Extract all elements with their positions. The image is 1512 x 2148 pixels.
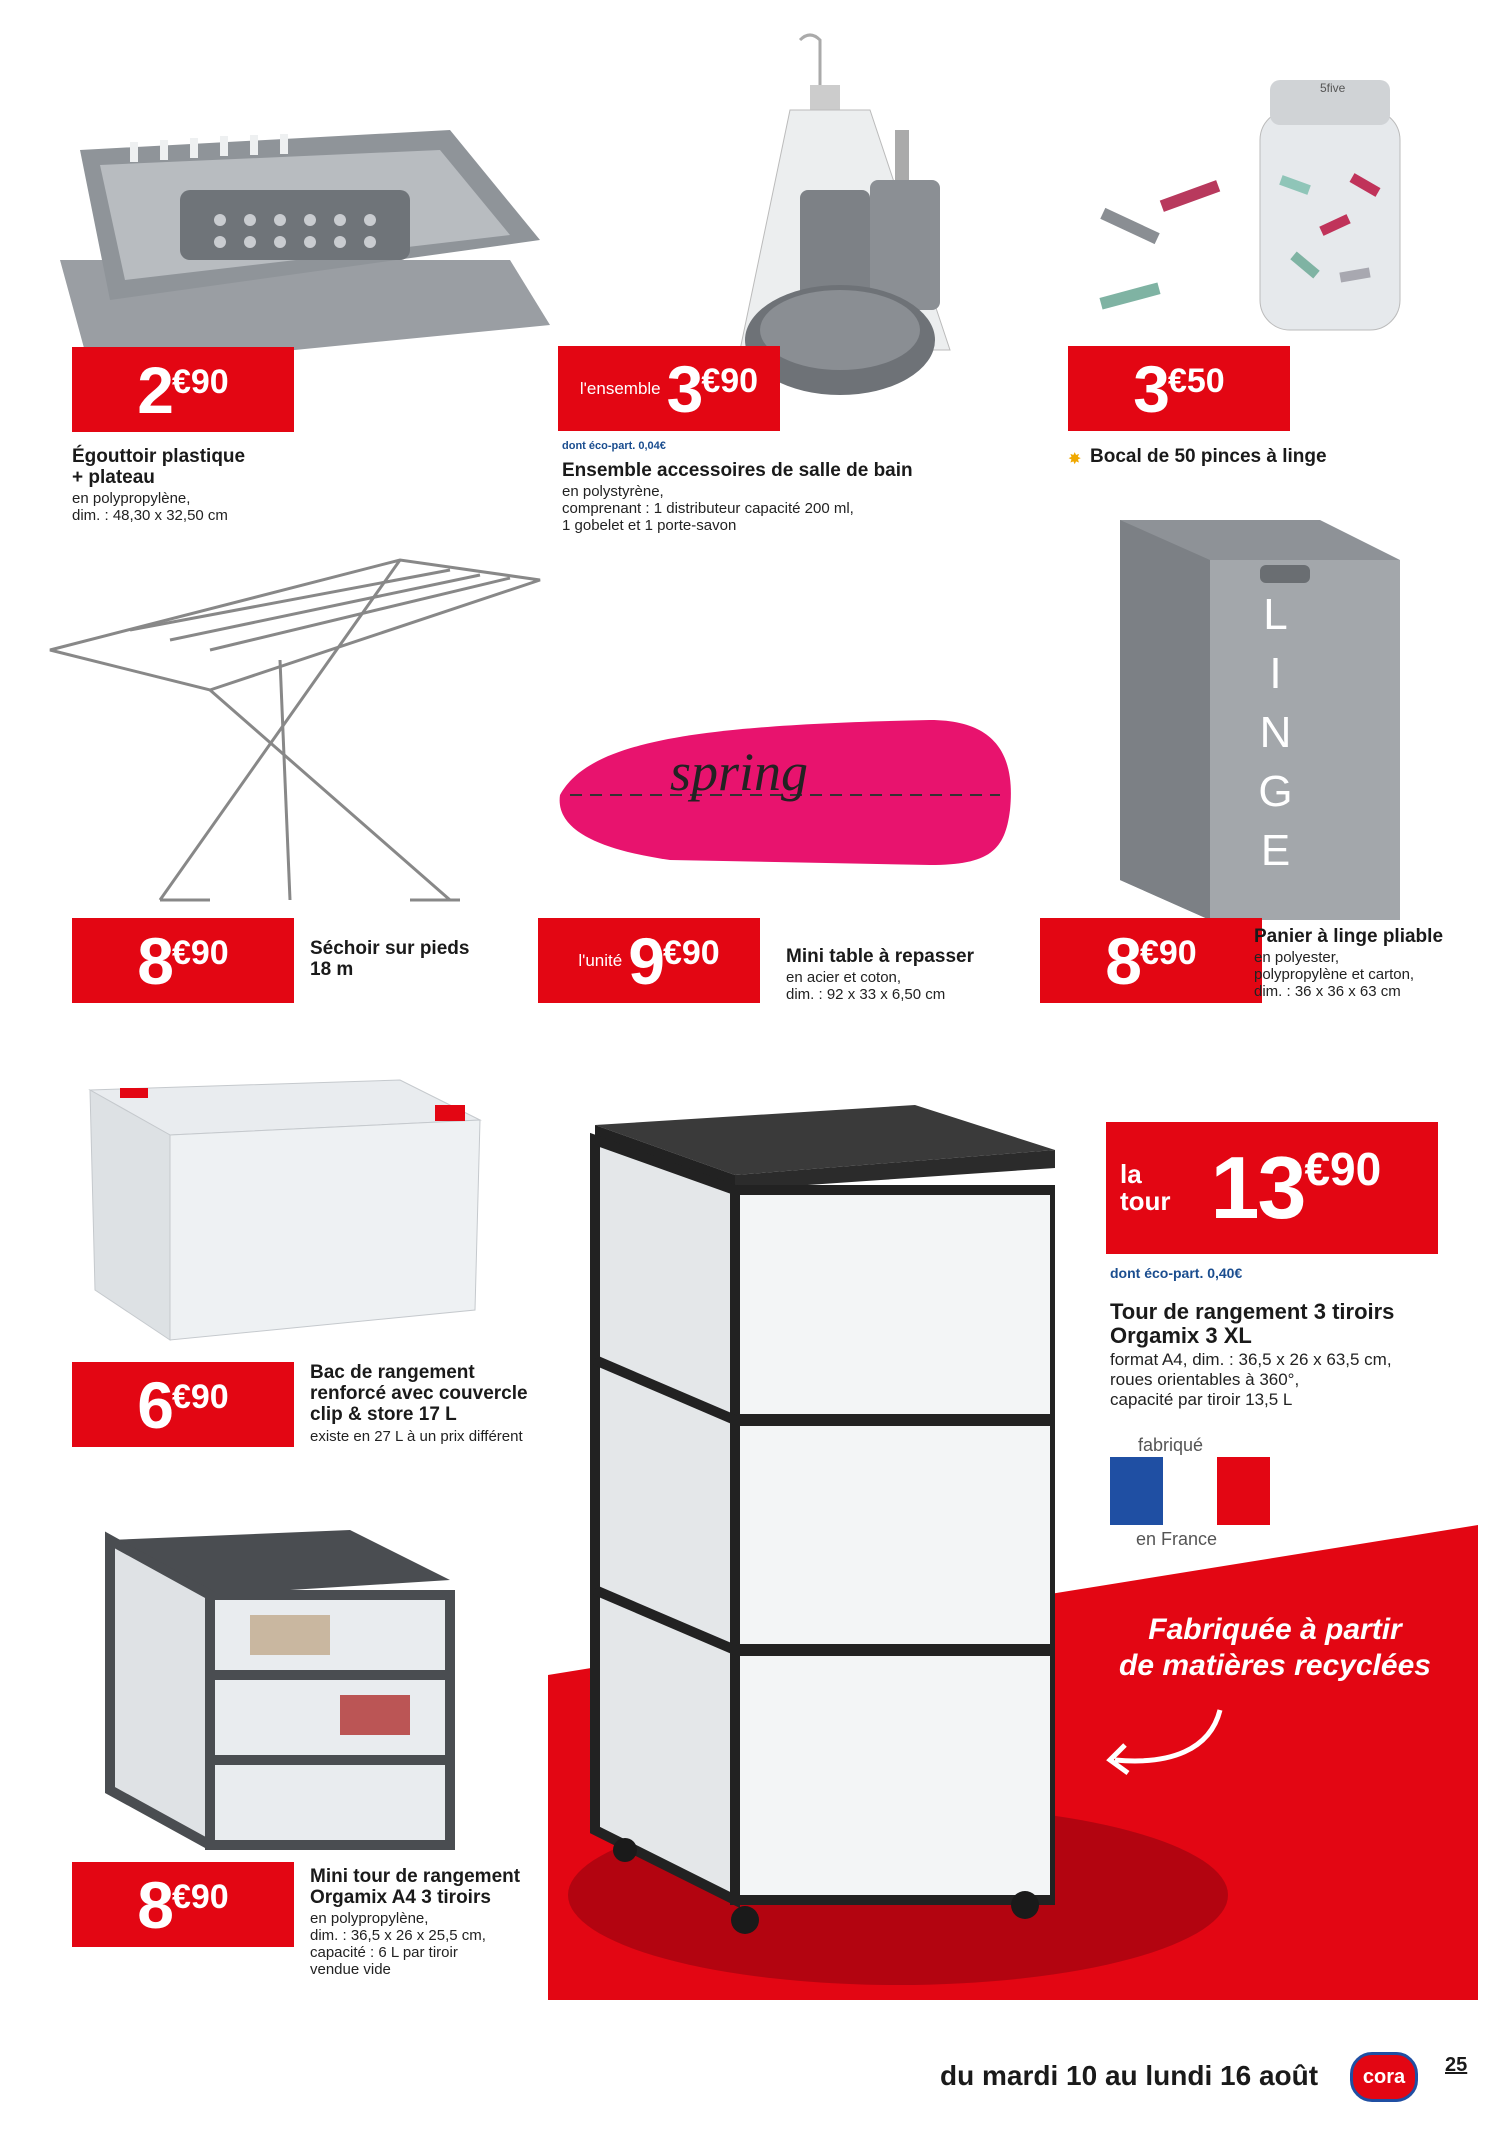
product-desc-storage-box: existe en 27 L à un prix différent [310, 1428, 523, 1445]
price-integer: 6 [137, 1367, 172, 1442]
fabrique-top-text: fabriqué [1138, 1435, 1204, 1455]
footer-dates: du mardi 10 au lundi 16 août [940, 2060, 1319, 2091]
price-tag-ironing-board [538, 918, 760, 1003]
price-tag-dish-rack [72, 347, 294, 432]
spring-logo-text: spring [670, 742, 809, 802]
made-in-france-badge [1110, 1435, 1280, 1565]
page-number: 25 [1445, 2054, 1468, 2076]
product-title-laundry-basket: Panier à linge pliable [1254, 926, 1444, 947]
france-flag [1110, 1457, 1270, 1525]
fabrique-bottom-text: en France [1136, 1529, 1218, 1549]
product-title-clothespins: Bocal de 50 pinces à linge [1090, 446, 1327, 467]
linge-label: LINGE [1251, 590, 1300, 885]
storage-box-photo [80, 1050, 500, 1350]
cora-logo [1350, 2052, 1418, 2102]
price-integer: 8 [1105, 923, 1140, 998]
product-desc-ironing-board: en acier et coton, dim. : 92 x 33 x 6,50 cm [786, 969, 946, 1003]
drying-rack-photo [30, 540, 550, 920]
ironing-board-photo [550, 700, 1020, 880]
price-decimal: €90 [662, 934, 720, 972]
product-desc-laundry-basket: en polyester, polypropylène et carton, dim. : 36 x 36 x 63 cm [1254, 949, 1415, 1000]
price-prefix: l'unité [578, 950, 623, 970]
product-desc-bathroom-set: en polystyrène, comprenant : 1 distributeur capacité 200 ml, 1 gobelet et 1 porte-savon [562, 483, 854, 534]
price-tag-bathroom-set [558, 346, 780, 431]
drawer-tower-photo [585, 1090, 1055, 1940]
price-prefix: l'ensemble [579, 378, 661, 398]
price-decimal: €90 [701, 362, 759, 400]
product-desc-drawer-tower: format A4, dim. : 36,5 x 26 x 63,5 cm, roues orientables à 360°, capacité par tiroir 13,5 L [1110, 1350, 1392, 1409]
price-decimal: €90 [171, 934, 229, 972]
eco-part-drawer-tower: dont éco-part. 0,40€ [1110, 1265, 1243, 1281]
price-integer: 9 [628, 923, 663, 998]
product-desc-mini-drawer-tower: en polypropylène, dim. : 36,5 x 26 x 25,5 cm, capacité : 6 L par tiroir vendue vide [310, 1910, 486, 1978]
price-integer: 3 [666, 351, 702, 426]
price-tag-laundry-basket [1040, 918, 1262, 1003]
price-tag-mini-drawer-tower [72, 1862, 294, 1947]
product-title-ironing-board: Mini table à repasser [786, 946, 974, 967]
price-integer: 13 [1210, 1138, 1305, 1237]
price-integer: 3 [1133, 351, 1168, 426]
price-prefix: la tour [1120, 1159, 1171, 1216]
price-integer: 2 [137, 352, 172, 427]
price-integer: 8 [137, 923, 172, 998]
price-tag-drying-rack [72, 918, 294, 1003]
arrow-icon [1100, 1705, 1240, 1785]
product-title-drawer-tower: Tour de rangement 3 tiroirs Orgamix 3 XL [1110, 1299, 1395, 1348]
price-decimal: €90 [171, 1878, 229, 1916]
product-title-drying-rack: Séchoir sur pieds 18 m [310, 938, 470, 980]
price-decimal: €50 [1167, 362, 1225, 400]
clothespins-jar-photo [1080, 70, 1410, 350]
cora-logo-text: cora [1362, 2065, 1406, 2088]
star-icon: ✸ [1068, 451, 1082, 468]
price-integer: 8 [137, 1867, 172, 1942]
price-decimal: €90 [1304, 1143, 1382, 1195]
product-title-dish-rack: Égouttoir plastique + plateau [72, 446, 246, 488]
laundry-basket-photo [1110, 510, 1410, 930]
product-title-mini-drawer-tower: Mini tour de rangement Orgamix A4 3 tiroirs [310, 1866, 521, 1908]
mini-drawer-tower-photo [100, 1520, 460, 1850]
price-decimal: €90 [171, 363, 229, 401]
price-tag-storage-box [72, 1362, 294, 1447]
eco-part-bathroom-set: dont éco-part. 0,04€ [562, 440, 666, 452]
price-decimal: €90 [171, 1378, 229, 1416]
price-decimal: €90 [1139, 934, 1197, 972]
product-title-bathroom-set: Ensemble accessoires de salle de bain [562, 460, 913, 481]
price-tag-clothespins [1068, 346, 1290, 431]
price-tag-drawer-tower [1106, 1122, 1438, 1254]
product-desc-dish-rack: en polypropylène, dim. : 48,30 x 32,50 cm [72, 490, 228, 524]
product-title-storage-box: Bac de rangement renforcé avec couvercle clip & store 17 L [310, 1362, 528, 1425]
recycled-claim: Fabriquée à partir de matières recyclées [1119, 1613, 1431, 1682]
jar-brand-text: 5five [1320, 81, 1346, 95]
